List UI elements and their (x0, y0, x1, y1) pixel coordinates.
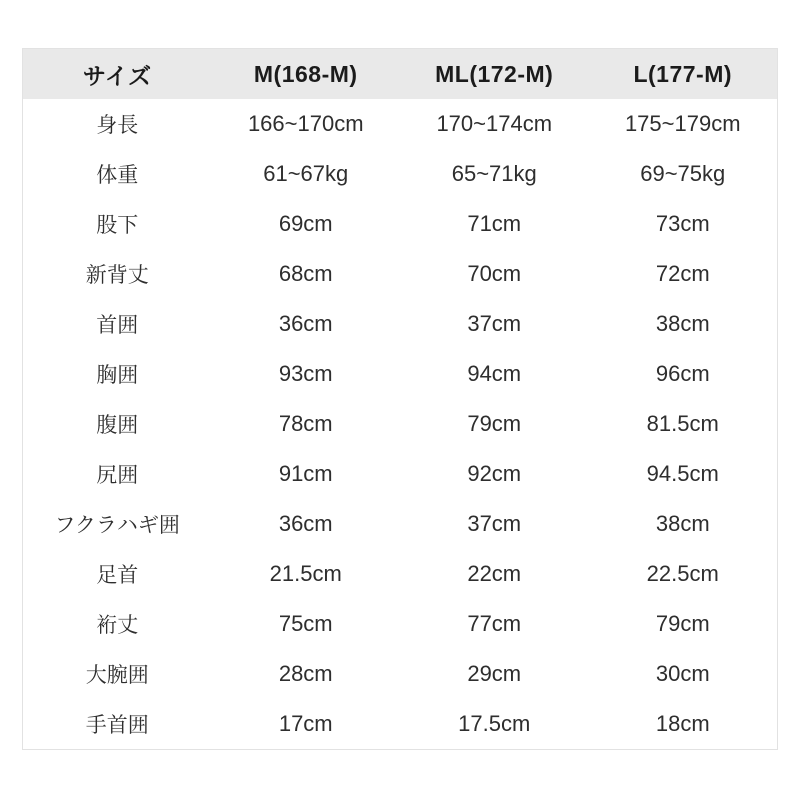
table-row (23, 149, 778, 199)
value-cell-size-l: 79cm (655, 611, 710, 636)
table-row (23, 649, 778, 699)
value-cell-size-l: 30cm (655, 661, 710, 686)
table-row (23, 549, 778, 599)
value-cell-size-l: 38cm (655, 311, 710, 336)
value-cell-size-l: 96cm (655, 361, 710, 386)
value-cell-size-l: 72cm (655, 261, 710, 286)
column-header-size: サイズ (23, 49, 212, 100)
value-cell-size-l: 94.5cm (646, 461, 719, 486)
value-cell-size-l: 175~179cm (624, 111, 741, 136)
table-row (23, 299, 778, 349)
value-cell-size-m: 69cm (278, 211, 333, 236)
column-header-size-l: L(177-M) (588, 49, 777, 100)
value-cell-size-m: 36cm (278, 511, 333, 536)
value-cell-size-ml: 65~71kg (451, 161, 537, 186)
value-cell-size-m: 75cm (278, 611, 333, 636)
row-label: 股下 (96, 214, 139, 237)
value-cell-size-l: 22.5cm (646, 561, 719, 586)
value-cell-size-m: 91cm (278, 461, 333, 486)
value-cell-size-ml: 92cm (467, 461, 522, 486)
row-label: 新背丈 (85, 264, 149, 287)
table-row (23, 399, 778, 449)
value-cell-size-ml: 71cm (467, 211, 522, 236)
row-label: 裄丈 (96, 614, 139, 637)
row-label: フクラハギ囲 (54, 514, 180, 537)
value-cell-size-m: 61~67kg (263, 161, 349, 186)
row-label: 大腕囲 (85, 664, 149, 687)
row-label: 身長 (96, 114, 139, 137)
header-row (23, 49, 778, 100)
value-cell-size-ml: 37cm (467, 311, 522, 336)
value-cell-size-ml: 94cm (467, 361, 522, 386)
table-row (23, 349, 778, 399)
value-cell-size-ml: 22cm (467, 561, 522, 586)
value-cell-size-l: 69~75kg (640, 161, 726, 186)
table-header (23, 49, 778, 100)
row-label: 首囲 (96, 314, 139, 337)
table-row (23, 99, 778, 149)
value-cell-size-l: 38cm (655, 511, 710, 536)
value-cell-size-m: 17cm (278, 711, 333, 736)
value-cell-size-m: 68cm (278, 261, 333, 286)
table-row (23, 449, 778, 499)
row-label: 尻囲 (96, 464, 139, 487)
value-cell-size-m: 78cm (278, 411, 333, 436)
table-row (23, 199, 778, 249)
value-cell-size-l: 18cm (655, 711, 710, 736)
table-row (23, 599, 778, 649)
size-chart-table (22, 48, 778, 750)
value-cell-size-ml: 170~174cm (436, 111, 553, 136)
value-cell-size-l: 73cm (655, 211, 710, 236)
value-cell-size-m: 21.5cm (269, 561, 342, 586)
value-cell-size-ml: 37cm (467, 511, 522, 536)
value-cell-size-ml: 77cm (467, 611, 522, 636)
value-cell-size-ml: 29cm (467, 661, 522, 686)
value-cell-size-ml: 79cm (467, 411, 522, 436)
value-cell-size-m: 166~170cm (247, 111, 364, 136)
value-cell-size-ml: 70cm (467, 261, 522, 286)
table-row (23, 699, 778, 750)
table-body (23, 99, 778, 750)
column-header-size-ml: ML(172-M) (400, 49, 589, 100)
value-cell-size-m: 28cm (278, 661, 333, 686)
table-row (23, 249, 778, 299)
row-label: 胸囲 (96, 364, 139, 387)
value-cell-size-m: 36cm (278, 311, 333, 336)
row-label: 腹囲 (96, 414, 139, 437)
row-label: 体重 (96, 164, 139, 187)
row-label: 足首 (96, 564, 139, 587)
table-row (23, 499, 778, 549)
value-cell-size-ml: 17.5cm (458, 711, 531, 736)
row-label: 手首囲 (85, 714, 149, 737)
value-cell-size-m: 93cm (278, 361, 333, 386)
value-cell-size-l: 81.5cm (646, 411, 719, 436)
column-header-size-m: M(168-M) (211, 49, 400, 100)
